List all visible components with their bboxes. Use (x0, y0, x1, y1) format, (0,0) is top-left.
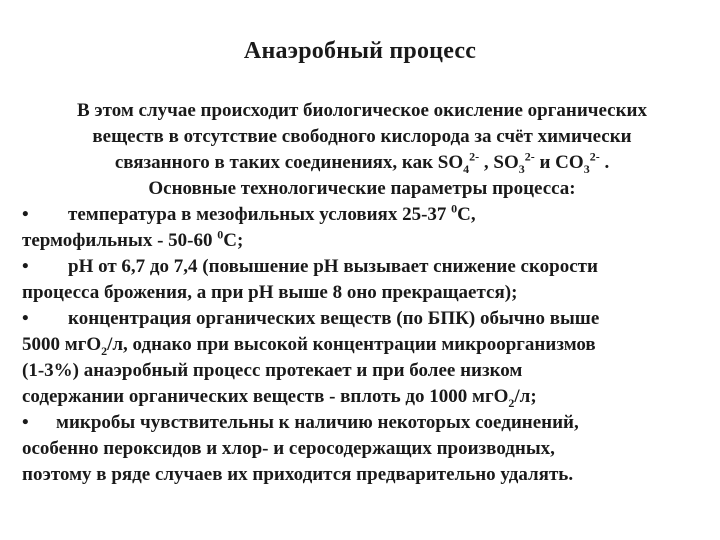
slide-body (22, 98, 702, 488)
bullet-concentration-line-3: (1-3%) анаэробный процесс протекает и при более низком (22, 360, 523, 381)
superscript: 2- (469, 149, 480, 164)
bullet-ph-line-1 (22, 254, 702, 280)
bullet-microbes-line-3: поэтому в ряде случаев их приходится предварительно удалять. (22, 464, 574, 485)
intro-line-3 (22, 150, 702, 176)
intro-text: , SO (479, 152, 519, 173)
concentration-text: /л; (514, 386, 537, 407)
intro-text: . (599, 152, 610, 173)
intro-line-1: В этом случае происходит биологическое окисление органических (77, 100, 647, 121)
subscript: 2 (101, 343, 108, 358)
bullet-icon: • (22, 412, 29, 433)
intro-text: и CO (534, 152, 584, 173)
temperature-text: термофильных - 50-60 (22, 230, 218, 251)
concentration-text: 5000 мгО (22, 334, 102, 355)
superscript: 0 (217, 227, 224, 242)
temperature-text: С; (223, 230, 244, 251)
superscript: 2- (524, 149, 535, 164)
subscript: 3 (583, 161, 590, 176)
subscript: 4 (463, 161, 470, 176)
bullet-ph-line-2: процесса брожения, а при рН выше 8 оно прекращается); (22, 282, 518, 303)
superscript: 2- (589, 149, 600, 164)
ph-text: рН от 6,7 до 7,4 (повышение рН вызывает снижение скорости (68, 256, 598, 277)
subscript: 3 (518, 161, 525, 176)
bullet-temperature-line-2 (22, 228, 702, 254)
microbes-text: микробы чувствительны к наличию некоторых соединений, (56, 412, 579, 433)
temperature-text: С, (457, 204, 476, 225)
intro-text: связанного в таких соединениях, как SO (114, 152, 464, 173)
superscript: 0 (451, 201, 458, 216)
bullet-icon: • (22, 204, 29, 225)
bullet-concentration-line-1 (22, 306, 702, 332)
bullet-icon: • (22, 308, 29, 329)
subtitle: Основные технологические параметры процесса: (148, 178, 576, 199)
intro-line-2: веществ в отсутствие свободного кислорода за счёт химически (92, 126, 632, 147)
concentration-text: содержании органических веществ - вплоть до 1000 мгО (22, 386, 509, 407)
slide-title: Анаэробный процесс (243, 38, 477, 64)
concentration-text: концентрация органических веществ (по БПК) обычно выше (68, 308, 600, 329)
bullet-concentration-line-2 (22, 332, 702, 358)
bullet-temperature-line-1 (22, 202, 702, 228)
bullet-concentration-line-4 (22, 384, 702, 410)
bullet-icon: • (22, 256, 29, 277)
bullet-microbes-line-1 (22, 410, 702, 436)
subscript: 2 (508, 395, 515, 410)
temperature-text: температура в мезофильных условиях 25-37 (68, 204, 452, 225)
bullet-microbes-line-2: особенно пероксидов и хлор- и серосодержащих производных, (22, 438, 555, 459)
concentration-text: /л, однако при высокой концентрации микроорганизмов (107, 334, 596, 355)
